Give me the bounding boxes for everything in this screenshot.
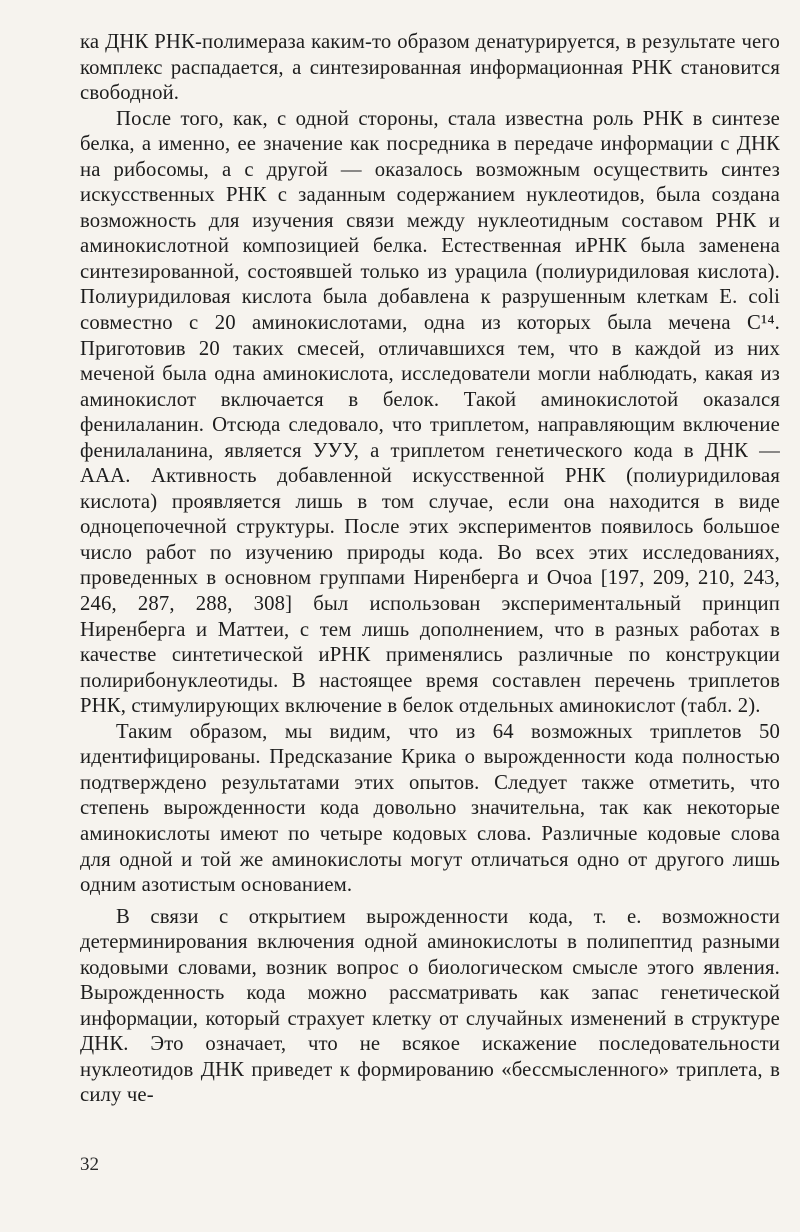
paragraph-degeneracy: Таким образом, мы видим, что из 64 возможных триплетов 50 идентифицированы. Предсказание Крика о вырожденности кода полностью подтверждено результатами этих опытов. Следует также отметить, что степень вырожденности кода довольно значительна, так как некоторые аминокислоты имеют по четыре кодовых слова. Различные кодовые слова для одной и той же аминокислоты могут отличаться одно от другого лишь одним азотистым основанием. — [80, 720, 780, 897]
paragraph-rna-synthesis: После того, как, с одной стороны, стала известна роль РНК в синтезе белка, а именно, ее значение как посредника в передаче информации с ДНК на рибосомы, а с другой — оказалось возможным осуществить синтез искусственных РНК с заданным содержанием нуклеотидов, была создана возможность для изучения связи между нуклеотидным составом РНК и аминокислотной композицией белка. Естественная иРНК была заменена синтезированной, состоявшей только из урацила (полиуридиловая кислота). Полиуридиловая кислота была добавлена к разрушенным клеткам E. coli совместно с 20 аминокислотами, одна из которых была мечена C¹⁴. Приготовив 20 таких смесей, отличавшихся тем, что в каждой из них меченой была одна аминокислота, исследователи могли наблюдать, какая из аминокислот включается в белок. Такой аминокислотой оказался фенилаланин. Отсюда следовало, что триплетом, направляющим включение фенилаланина, является УУУ, а триплетом генетического кода в ДНК — ААА. Активность добавленной искусственной РНК (полиуридиловая кислота) проявляется лишь в том случае, если она находится в виде одноцепочечной структуры. После этих экспериментов появилось большое число работ по изучению природы кода. Во всех этих исследованиях, проведенных в основном группами Ниренберга и Очоа [197, 209, 210, 243, 246, 287, 288, 308] был использован экспериментальный принцип Ниренберга и Маттеи, с тем лишь дополнением, что в разных работах в качестве синтетической иРНК применялись различные по конструкции полирибонуклеотиды. В настоящее время составлен перечень триплетов РНК, стимулирующих включение в белок отдельных аминокислот (табл. 2). — [80, 107, 780, 718]
paragraph-continuation: ка ДНК РНК-полимераза каким-то образом денатурируется, в результате чего комплекс распадается, а синтезированная информационная РНК становится свободной. — [80, 31, 780, 105]
paragraph-biological-meaning: В связи с открытием вырожденности кода, т. е. возможности детерминирования включения одной аминокислоты в полипептид разными кодовыми словами, возник вопрос о биологическом смысле этого явления. Вырожденность кода можно рассматривать как запас генетической информации, который страхует клетку от случайных изменений в структуре ДНК. Это означает, что не всякое искажение последовательности нуклеотидов ДНК приведет к формированию «бессмысленного» триплета, в силу че- — [80, 905, 780, 1107]
page-number: 32 — [80, 1154, 99, 1175]
body-text — [80, 30, 780, 1109]
